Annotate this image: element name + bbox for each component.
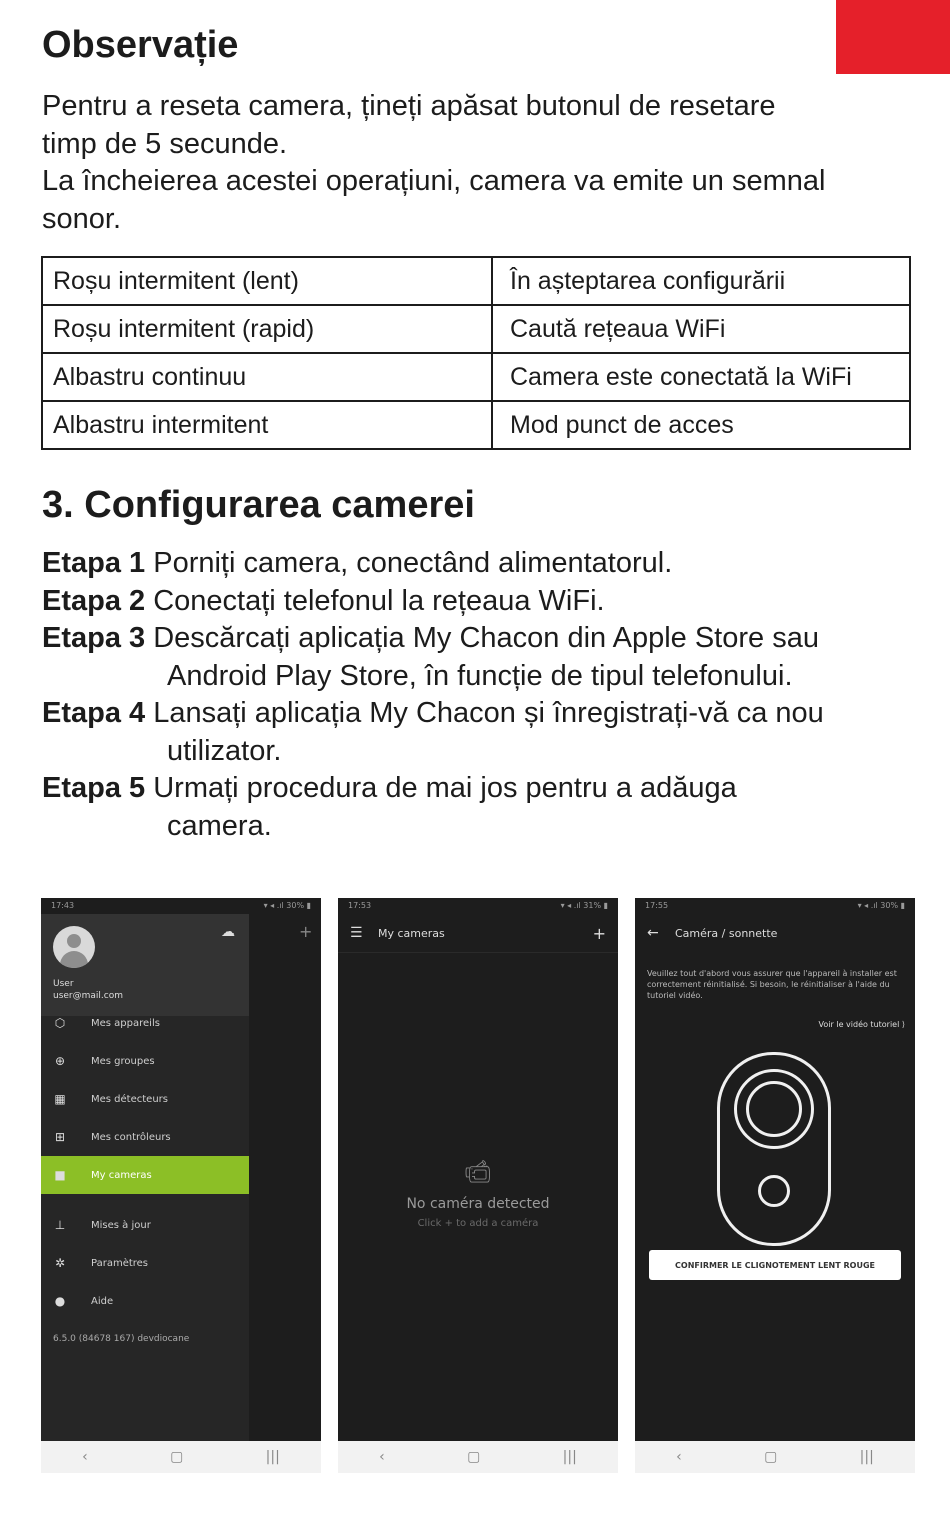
drawer-menu — [41, 1004, 249, 1358]
recent-apps-icon[interactable]: ||| — [562, 1449, 577, 1465]
android-nav-bar — [635, 1441, 915, 1473]
step-label: Etapa 4 — [42, 697, 146, 729]
step-label: Etapa 3 — [42, 622, 146, 654]
back-icon[interactable]: ‹ — [82, 1449, 88, 1465]
phone-screenshot-drawer — [41, 898, 321, 1473]
home-icon[interactable]: ▢ — [170, 1449, 184, 1465]
menu-item-label: Mises à jour — [91, 1219, 151, 1231]
menu-item-label: Mes appareils — [91, 1017, 160, 1029]
back-arrow-icon[interactable]: ← — [647, 925, 659, 941]
corner-red-tab — [836, 0, 950, 74]
step-text: Porniți camera, conectând alimentatorul. — [145, 547, 673, 579]
app-top-bar — [635, 914, 915, 952]
back-icon[interactable]: ‹ — [379, 1449, 385, 1465]
menu-item-mes-detecteurs[interactable] — [41, 1080, 249, 1118]
led-meaning-cell: Mod punct de acces — [492, 401, 910, 449]
lens-inner-ring — [746, 1081, 802, 1137]
led-meaning-cell: În așteptarea configurării — [492, 257, 910, 305]
menu-item-mes-controleurs[interactable] — [41, 1118, 249, 1156]
empty-state-subtitle: Click + to add a caméra — [417, 1218, 539, 1229]
menu-item-my-cameras[interactable] — [41, 1156, 249, 1194]
step-text: Lansați aplicația My Chacon și înregistrați-vă ca nou — [145, 697, 824, 729]
plus-icon[interactable]: + — [299, 922, 313, 941]
hamburger-menu-icon[interactable]: ☰ — [350, 925, 363, 941]
add-camera-plus-icon[interactable]: + — [592, 923, 606, 943]
back-icon[interactable]: ‹ — [676, 1449, 682, 1465]
user-info — [53, 978, 123, 1002]
menu-item-label: My cameras — [91, 1169, 152, 1181]
step-label: Etapa 1 — [42, 547, 146, 579]
step-continuation: camera. — [167, 809, 272, 842]
step-item — [42, 770, 932, 845]
status-time: 17:55 — [645, 901, 669, 910]
app-version: 6.5.0 (84678 167) devdiocane — [53, 1334, 190, 1344]
step-label: Etapa 5 — [42, 772, 146, 804]
paragraph-line: timp de 5 secunde. — [42, 127, 288, 160]
user-name: User — [53, 979, 74, 989]
led-light-cell: Albastru continuu — [42, 353, 492, 401]
detector-icon: ▦ — [54, 1092, 66, 1106]
status-bar — [338, 898, 618, 914]
paragraph-line: La încheierea acestei operațiuni, camera va emite un semnal — [42, 165, 826, 197]
led-meaning-cell: Camera este conectată la WiFi — [492, 353, 910, 401]
setup-description: Veuillez tout d'abord vous assurer que l'appareil à installer est correctement réinitialisé. Si besoin, le réinitialiser à l'aide du tutoriel vidéo. — [647, 969, 897, 1000]
home-icon[interactable]: ▢ — [764, 1449, 778, 1465]
step-item — [42, 620, 932, 695]
menu-item-label: Paramètres — [91, 1257, 149, 1269]
screen-title: My cameras — [378, 926, 445, 940]
menu-item-label: Mes détecteurs — [91, 1093, 168, 1105]
menu-item-mes-appareils[interactable] — [41, 1004, 249, 1042]
step-item — [42, 583, 932, 621]
avatar[interactable] — [53, 926, 95, 968]
camera-icon: ■ — [54, 1168, 66, 1182]
step-item — [42, 545, 932, 583]
download-icon: ⊥ — [54, 1218, 66, 1232]
recent-apps-icon[interactable]: ||| — [265, 1449, 280, 1465]
gear-icon: ✲ — [54, 1256, 66, 1270]
screen-title: Caméra / sonnette — [675, 926, 778, 940]
led-light-cell: Roșu intermitent (rapid) — [42, 305, 492, 353]
controller-icon: ⊞ — [54, 1130, 66, 1144]
phone-screenshot-my-cameras — [338, 898, 618, 1473]
led-light-cell: Roșu intermitent (lent) — [42, 257, 492, 305]
bell-button-circle — [758, 1175, 790, 1207]
led-meaning-cell: Caută rețeaua WiFi — [492, 305, 910, 353]
app-top-bar — [338, 914, 618, 953]
cloud-icon[interactable]: ☁ — [221, 924, 235, 940]
drawer-header — [41, 914, 249, 1016]
status-time: 17:43 — [51, 901, 75, 910]
menu-item-mes-groupes[interactable] — [41, 1042, 249, 1080]
security-camera-icon: 📹︎ — [464, 1160, 492, 1185]
table-row — [42, 353, 910, 401]
android-nav-bar — [41, 1441, 321, 1473]
doorbell-illustration — [717, 1052, 831, 1246]
step-text: Urmați procedura de mai jos pentru a adăuga — [145, 772, 737, 804]
step-text: Conectați telefonul la rețeaua WiFi. — [145, 584, 605, 617]
device-icon: ⬡ — [54, 1016, 66, 1030]
status-bar — [635, 898, 915, 914]
paragraph-line: Pentru a reseta camera, țineți apăsat butonul de resetare — [42, 90, 776, 122]
section-title-observatie: Observație — [42, 24, 239, 66]
menu-item-label: Mes groupes — [91, 1055, 155, 1067]
phone-screenshot-camera-setup — [635, 898, 915, 1473]
android-nav-bar — [338, 1441, 618, 1473]
section-title-configurare: 3. Configurarea camerei — [42, 484, 475, 526]
step-label: Etapa 2 — [42, 584, 146, 617]
status-icons: ▾ ◂ .ıl 30% ▮ — [263, 901, 311, 910]
reset-paragraph — [42, 88, 922, 238]
status-icons: ▾ ◂ .ıl 30% ▮ — [857, 901, 905, 910]
steps-list — [42, 545, 932, 845]
step-continuation: Android Play Store, în funcție de tipul telefonului. — [167, 659, 793, 692]
home-icon[interactable]: ▢ — [467, 1449, 481, 1465]
step-continuation: utilizator. — [167, 734, 282, 767]
empty-state-title: No caméra detected — [406, 1196, 550, 1212]
menu-item-label: Mes contrôleurs — [91, 1131, 171, 1143]
led-light-cell: Albastru intermitent — [42, 401, 492, 449]
menu-item-mises-a-jour[interactable] — [41, 1206, 249, 1244]
paragraph-line: sonor. — [42, 202, 121, 235]
confirm-slow-red-blink-button[interactable]: CONFIRMER LE CLIGNOTEMENT LENT ROUGE — [649, 1250, 901, 1280]
help-icon: ● — [54, 1294, 66, 1308]
video-tutorial-link[interactable]: Voir le vidéo tutoriel ⟩ — [818, 1020, 905, 1029]
step-item — [42, 695, 932, 770]
menu-item-parametres[interactable] — [41, 1244, 249, 1282]
led-status-table — [41, 256, 911, 450]
user-email: user@mail.com — [53, 991, 123, 1001]
group-icon: ⊕ — [54, 1054, 66, 1068]
table-row — [42, 257, 910, 305]
recent-apps-icon[interactable]: ||| — [859, 1449, 874, 1465]
table-row — [42, 305, 910, 353]
status-icons: ▾ ◂ .ıl 31% ▮ — [560, 901, 608, 910]
menu-item-aide[interactable] — [41, 1282, 249, 1320]
status-bar — [41, 898, 321, 914]
status-time: 17:53 — [348, 901, 372, 910]
table-row — [42, 401, 910, 449]
menu-item-label: Aide — [91, 1295, 114, 1307]
step-text: Descărcați aplicația My Chacon din Apple Store sau — [145, 622, 819, 654]
